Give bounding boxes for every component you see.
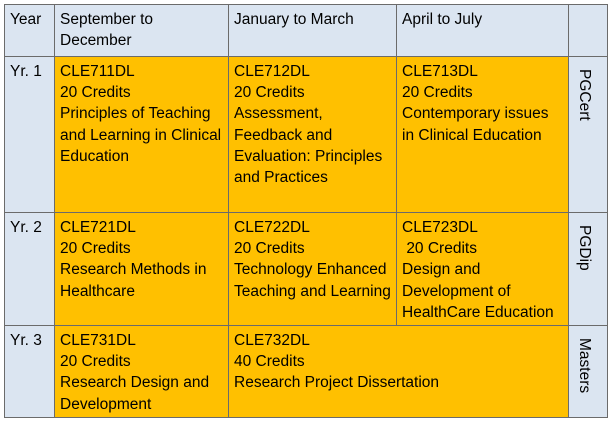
module-cell [55, 213, 229, 326]
header-year: Year [5, 5, 55, 57]
module-credits: 20 Credits [60, 84, 131, 102]
module-credits: 20 Credits [60, 240, 131, 258]
stage-cell [569, 213, 608, 326]
module-code: CLE713DL [402, 63, 478, 80]
module-credits: 20 Credits [402, 240, 477, 258]
header-row [5, 5, 608, 57]
header-september-to-december: September to December [55, 5, 229, 57]
module-code: CLE721DL [60, 219, 136, 236]
stage-cell [569, 326, 608, 418]
module-code: CLE722DL [234, 219, 310, 236]
module-title: Research Design and Development [60, 374, 214, 413]
module-cell [397, 213, 569, 326]
module-code: CLE731DL [60, 332, 136, 350]
module-cell [397, 57, 569, 213]
programme-structure-table [4, 4, 608, 418]
module-credits: 40 Credits [234, 353, 305, 371]
year-label: Yr. 2 [5, 213, 55, 326]
module-credits: 20 Credits [234, 240, 305, 258]
table-row [5, 213, 608, 326]
header-january-to-march: January to March [229, 5, 397, 57]
module-title: Technology Enhanced Teaching and Learning [234, 261, 391, 300]
module-cell-wide [229, 326, 569, 418]
module-cell [229, 213, 397, 326]
module-title: Principles of Teaching and Learning in Clinical Education [60, 105, 226, 165]
table-row [5, 57, 608, 213]
module-title: Assessment, Feedback and Evaluation: Principles and Practices [234, 105, 387, 187]
stage-label: Masters [576, 338, 594, 394]
module-cell [55, 57, 229, 213]
module-credits: 20 Credits [60, 353, 131, 371]
module-title: Research Project Dissertation [234, 374, 440, 392]
module-cell [229, 57, 397, 213]
module-code: CLE723DL [402, 219, 478, 236]
module-title: Contemporary issues in Clinical Education [402, 105, 553, 144]
header-blank-cell [569, 5, 608, 57]
module-title: Research Methods in Healthcare [60, 261, 211, 300]
module-code: CLE711DL [60, 63, 135, 80]
stage-cell [569, 57, 608, 213]
module-credits: 20 Credits [402, 84, 473, 102]
year-label: Yr. 3 [5, 326, 55, 418]
module-title: Design and Development of HealthCare Education [402, 261, 554, 321]
stage-label: PGCert [576, 69, 594, 121]
module-credits: 20 Credits [234, 84, 305, 102]
year-label: Yr. 1 [5, 57, 55, 213]
module-code: CLE732DL [234, 332, 310, 350]
stage-label: PGDip [576, 225, 594, 271]
module-cell [55, 326, 229, 418]
header-april-to-july: April to July [397, 5, 569, 57]
module-code: CLE712DL [234, 63, 310, 80]
table-row [5, 326, 608, 418]
